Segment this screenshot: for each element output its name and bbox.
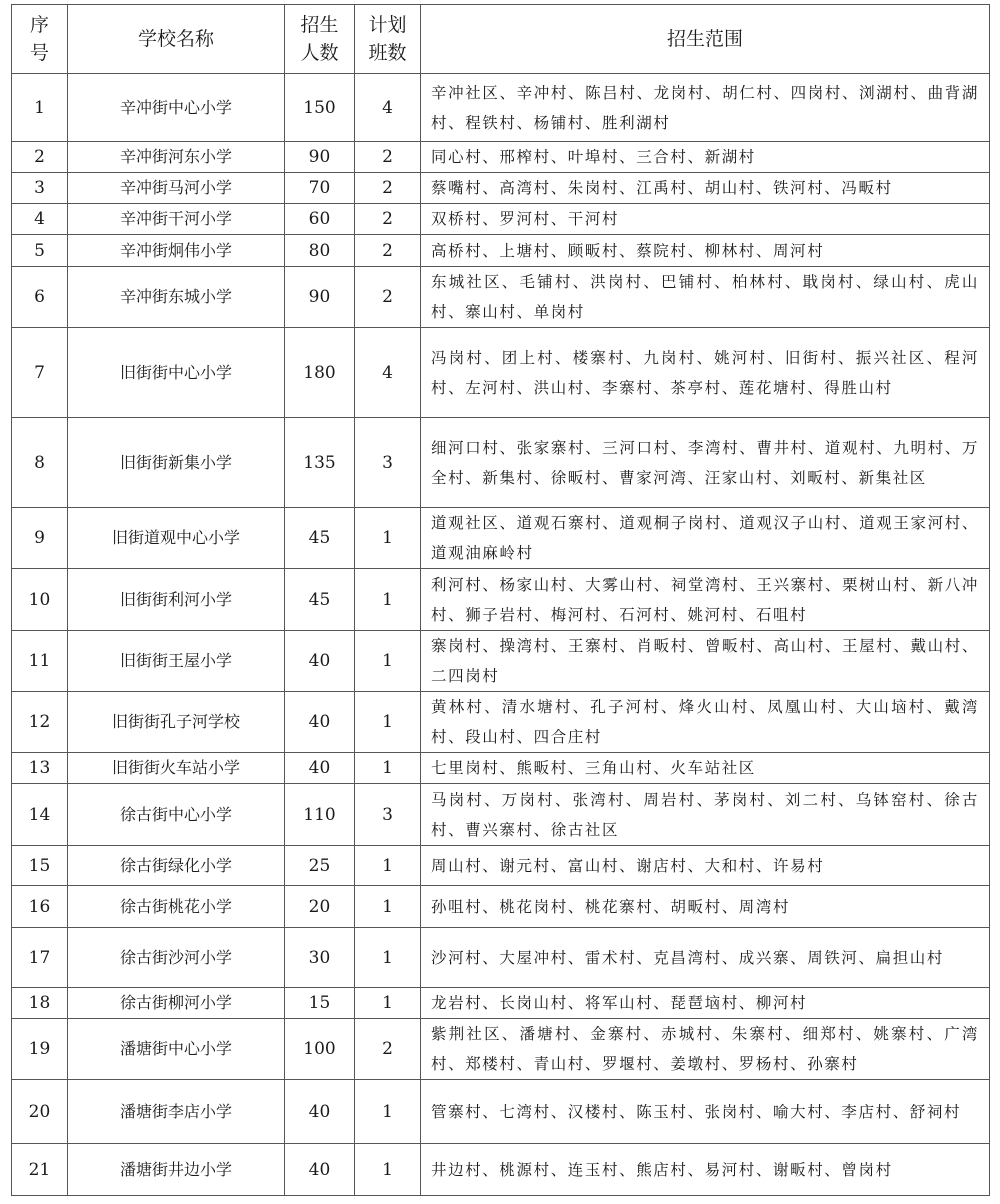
cell-seq: 20 xyxy=(12,1080,68,1144)
cell-seq: 11 xyxy=(12,631,68,692)
cell-seq: 15 xyxy=(12,846,68,886)
cell-school-name: 徐古街柳河小学 xyxy=(68,988,285,1019)
enrollment-table-container xyxy=(11,4,990,1196)
cell-seq: 2 xyxy=(12,142,68,173)
cell-plan-classes: 2 xyxy=(355,142,421,173)
cell-school-name: 旧街街中心小学 xyxy=(68,328,285,418)
cell-enroll-scope: 同心村、邢榨村、叶埠村、三合村、新湖村 xyxy=(421,142,990,173)
cell-school-name: 辛冲街干河小学 xyxy=(68,204,285,235)
table-row xyxy=(12,1019,990,1080)
cell-plan-classes: 3 xyxy=(355,784,421,846)
header-seq xyxy=(12,5,68,74)
cell-seq: 7 xyxy=(12,328,68,418)
cell-enroll-scope: 利河村、杨家山村、大雾山村、祠堂湾村、王兴寨村、栗树山村、新八冲村、狮子岩村、梅河村、石河村、姚河村、石咀村 xyxy=(421,569,990,631)
table-row xyxy=(12,418,990,508)
cell-enroll-count: 150 xyxy=(285,74,355,142)
cell-school-name: 徐古街沙河小学 xyxy=(68,928,285,988)
cell-enroll-scope: 孙咀村、桃花岗村、桃花寨村、胡畈村、周湾村 xyxy=(421,886,990,928)
cell-enroll-scope: 管寨村、七湾村、汉楼村、陈玉村、张岗村、喻大村、李店村、舒祠村 xyxy=(421,1080,990,1144)
cell-enroll-scope: 七里岗村、熊畈村、三角山村、火车站社区 xyxy=(421,753,990,784)
cell-seq: 3 xyxy=(12,173,68,204)
cell-plan-classes: 4 xyxy=(355,74,421,142)
cell-enroll-scope: 冯岗村、团上村、楼寨村、九岗村、姚河村、旧街村、振兴社区、程河村、左河村、洪山村、李寨村、茶亭村、莲花塘村、得胜山村 xyxy=(421,328,990,418)
cell-enroll-scope: 寨岗村、操湾村、王寨村、肖畈村、曾畈村、高山村、王屋村、戴山村、二四岗村 xyxy=(421,631,990,692)
cell-school-name: 潘塘街井边小学 xyxy=(68,1144,285,1196)
cell-enroll-scope: 高桥村、上塘村、顾畈村、蔡院村、柳林村、周河村 xyxy=(421,235,990,267)
cell-seq: 6 xyxy=(12,267,68,328)
cell-enroll-scope: 紫荆社区、潘塘村、金寨村、赤城村、朱寨村、细郑村、姚寨村、广湾村、郑楼村、青山村、罗堰村、姜墩村、罗杨村、孙寨村 xyxy=(421,1019,990,1080)
cell-seq: 12 xyxy=(12,692,68,753)
cell-enroll-scope: 马岗村、万岗村、张湾村、周岩村、茅岗村、刘二村、乌钵窑村、徐古村、曹兴寨村、徐古社区 xyxy=(421,784,990,846)
header-enroll-line1: 招生 xyxy=(300,14,339,36)
table-row xyxy=(12,784,990,846)
cell-enroll-scope: 周山村、谢元村、富山村、谢店村、大和村、许易村 xyxy=(421,846,990,886)
cell-seq: 4 xyxy=(12,204,68,235)
cell-plan-classes: 2 xyxy=(355,267,421,328)
table-row xyxy=(12,142,990,173)
table-row xyxy=(12,692,990,753)
header-plan-line2: 班数 xyxy=(368,42,407,64)
cell-school-name: 辛冲街河东小学 xyxy=(68,142,285,173)
table-row xyxy=(12,886,990,928)
header-plan-line1: 计划 xyxy=(368,14,407,36)
cell-school-name: 辛冲街炯伟小学 xyxy=(68,235,285,267)
table-row xyxy=(12,74,990,142)
cell-plan-classes: 1 xyxy=(355,508,421,569)
table-row xyxy=(12,569,990,631)
header-seq-line1: 序 xyxy=(29,14,49,36)
table-row xyxy=(12,846,990,886)
cell-plan-classes: 1 xyxy=(355,631,421,692)
table-row xyxy=(12,1144,990,1196)
cell-school-name: 潘塘街李店小学 xyxy=(68,1080,285,1144)
cell-plan-classes: 1 xyxy=(355,1144,421,1196)
cell-enroll-scope: 沙河村、大屋冲村、雷术村、克昌湾村、成兴寨、周铁河、扁担山村 xyxy=(421,928,990,988)
table-row xyxy=(12,988,990,1019)
table-row xyxy=(12,328,990,418)
cell-plan-classes: 4 xyxy=(355,328,421,418)
table-row xyxy=(12,235,990,267)
cell-plan-classes: 1 xyxy=(355,1080,421,1144)
cell-enroll-scope: 细河口村、张家寨村、三河口村、李湾村、曹井村、道观村、九明村、万全村、新集村、徐畈村、曹家河湾、汪家山村、刘畈村、新集社区 xyxy=(421,418,990,508)
cell-enroll-count: 40 xyxy=(285,692,355,753)
cell-school-name: 徐古街绿化小学 xyxy=(68,846,285,886)
cell-plan-classes: 2 xyxy=(355,235,421,267)
cell-plan-classes: 2 xyxy=(355,1019,421,1080)
cell-seq: 5 xyxy=(12,235,68,267)
table-row xyxy=(12,508,990,569)
cell-seq: 16 xyxy=(12,886,68,928)
cell-seq: 17 xyxy=(12,928,68,988)
cell-plan-classes: 1 xyxy=(355,988,421,1019)
cell-enroll-scope: 井边村、桃源村、连玉村、熊店村、易河村、谢畈村、曾岗村 xyxy=(421,1144,990,1196)
table-row xyxy=(12,631,990,692)
cell-seq: 18 xyxy=(12,988,68,1019)
cell-plan-classes: 3 xyxy=(355,418,421,508)
cell-plan-classes: 2 xyxy=(355,204,421,235)
table-body xyxy=(12,74,990,1196)
cell-enroll-count: 25 xyxy=(285,846,355,886)
enrollment-table xyxy=(11,4,990,1196)
cell-school-name: 旧街街王屋小学 xyxy=(68,631,285,692)
header-scope xyxy=(421,5,990,74)
cell-enroll-count: 15 xyxy=(285,988,355,1019)
cell-plan-classes: 1 xyxy=(355,692,421,753)
cell-seq: 13 xyxy=(12,753,68,784)
cell-enroll-count: 40 xyxy=(285,1144,355,1196)
header-school-name-text: 学校名称 xyxy=(137,28,214,50)
cell-enroll-count: 40 xyxy=(285,1080,355,1144)
cell-enroll-count: 45 xyxy=(285,508,355,569)
cell-enroll-count: 40 xyxy=(285,631,355,692)
cell-enroll-count: 30 xyxy=(285,928,355,988)
cell-school-name: 辛冲街东城小学 xyxy=(68,267,285,328)
cell-school-name: 旧街道观中心小学 xyxy=(68,508,285,569)
cell-school-name: 徐古街中心小学 xyxy=(68,784,285,846)
cell-enroll-scope: 龙岩村、长岗山村、将军山村、琵琶垴村、柳河村 xyxy=(421,988,990,1019)
cell-enroll-count: 20 xyxy=(285,886,355,928)
header-scope-text: 招生范围 xyxy=(666,28,743,50)
cell-enroll-count: 135 xyxy=(285,418,355,508)
cell-plan-classes: 1 xyxy=(355,928,421,988)
cell-seq: 19 xyxy=(12,1019,68,1080)
cell-enroll-scope: 双桥村、罗河村、干河村 xyxy=(421,204,990,235)
cell-enroll-scope: 道观社区、道观石寨村、道观桐子岗村、道观汉子山村、道观王家河村、道观油麻岭村 xyxy=(421,508,990,569)
header-seq-line2: 号 xyxy=(29,42,49,64)
cell-enroll-count: 40 xyxy=(285,753,355,784)
cell-enroll-count: 110 xyxy=(285,784,355,846)
cell-school-name: 旧街街火车站小学 xyxy=(68,753,285,784)
cell-school-name: 徐古街桃花小学 xyxy=(68,886,285,928)
cell-enroll-scope: 黄林村、清水塘村、孔子河村、烽火山村、凤凰山村、大山垴村、戴湾村、段山村、四合庄村 xyxy=(421,692,990,753)
cell-enroll-count: 45 xyxy=(285,569,355,631)
table-row xyxy=(12,1080,990,1144)
cell-school-name: 潘塘街中心小学 xyxy=(68,1019,285,1080)
cell-seq: 10 xyxy=(12,569,68,631)
cell-school-name: 旧街街孔子河学校 xyxy=(68,692,285,753)
cell-enroll-count: 80 xyxy=(285,235,355,267)
cell-enroll-count: 180 xyxy=(285,328,355,418)
header-enroll xyxy=(285,5,355,74)
table-row xyxy=(12,928,990,988)
cell-seq: 8 xyxy=(12,418,68,508)
cell-plan-classes: 1 xyxy=(355,846,421,886)
cell-seq: 1 xyxy=(12,74,68,142)
cell-plan-classes: 1 xyxy=(355,569,421,631)
header-enroll-line2: 人数 xyxy=(300,42,339,64)
table-row xyxy=(12,267,990,328)
cell-enroll-scope: 辛冲社区、辛冲村、陈吕村、龙岗村、胡仁村、四岗村、浏湖村、曲背湖村、程铁村、杨铺村、胜利湖村 xyxy=(421,74,990,142)
table-row xyxy=(12,204,990,235)
cell-school-name: 辛冲街马河小学 xyxy=(68,173,285,204)
cell-enroll-count: 60 xyxy=(285,204,355,235)
cell-enroll-count: 100 xyxy=(285,1019,355,1080)
cell-plan-classes: 1 xyxy=(355,753,421,784)
cell-school-name: 旧街街利河小学 xyxy=(68,569,285,631)
cell-enroll-count: 70 xyxy=(285,173,355,204)
header-plan-classes xyxy=(355,5,421,74)
cell-school-name: 辛冲街中心小学 xyxy=(68,74,285,142)
cell-enroll-scope: 蔡嘴村、高湾村、朱岗村、江禹村、胡山村、铁河村、冯畈村 xyxy=(421,173,990,204)
cell-seq: 21 xyxy=(12,1144,68,1196)
header-school-name xyxy=(68,5,285,74)
cell-seq: 9 xyxy=(12,508,68,569)
cell-enroll-count: 90 xyxy=(285,142,355,173)
cell-school-name: 旧街街新集小学 xyxy=(68,418,285,508)
table-header-row xyxy=(12,5,990,74)
cell-enroll-count: 90 xyxy=(285,267,355,328)
cell-seq: 14 xyxy=(12,784,68,846)
cell-plan-classes: 2 xyxy=(355,173,421,204)
table-row xyxy=(12,753,990,784)
cell-enroll-scope: 东城社区、毛铺村、洪岗村、巴铺村、柏林村、戢岗村、绿山村、虎山村、寨山村、单岗村 xyxy=(421,267,990,328)
table-row xyxy=(12,173,990,204)
cell-plan-classes: 1 xyxy=(355,886,421,928)
